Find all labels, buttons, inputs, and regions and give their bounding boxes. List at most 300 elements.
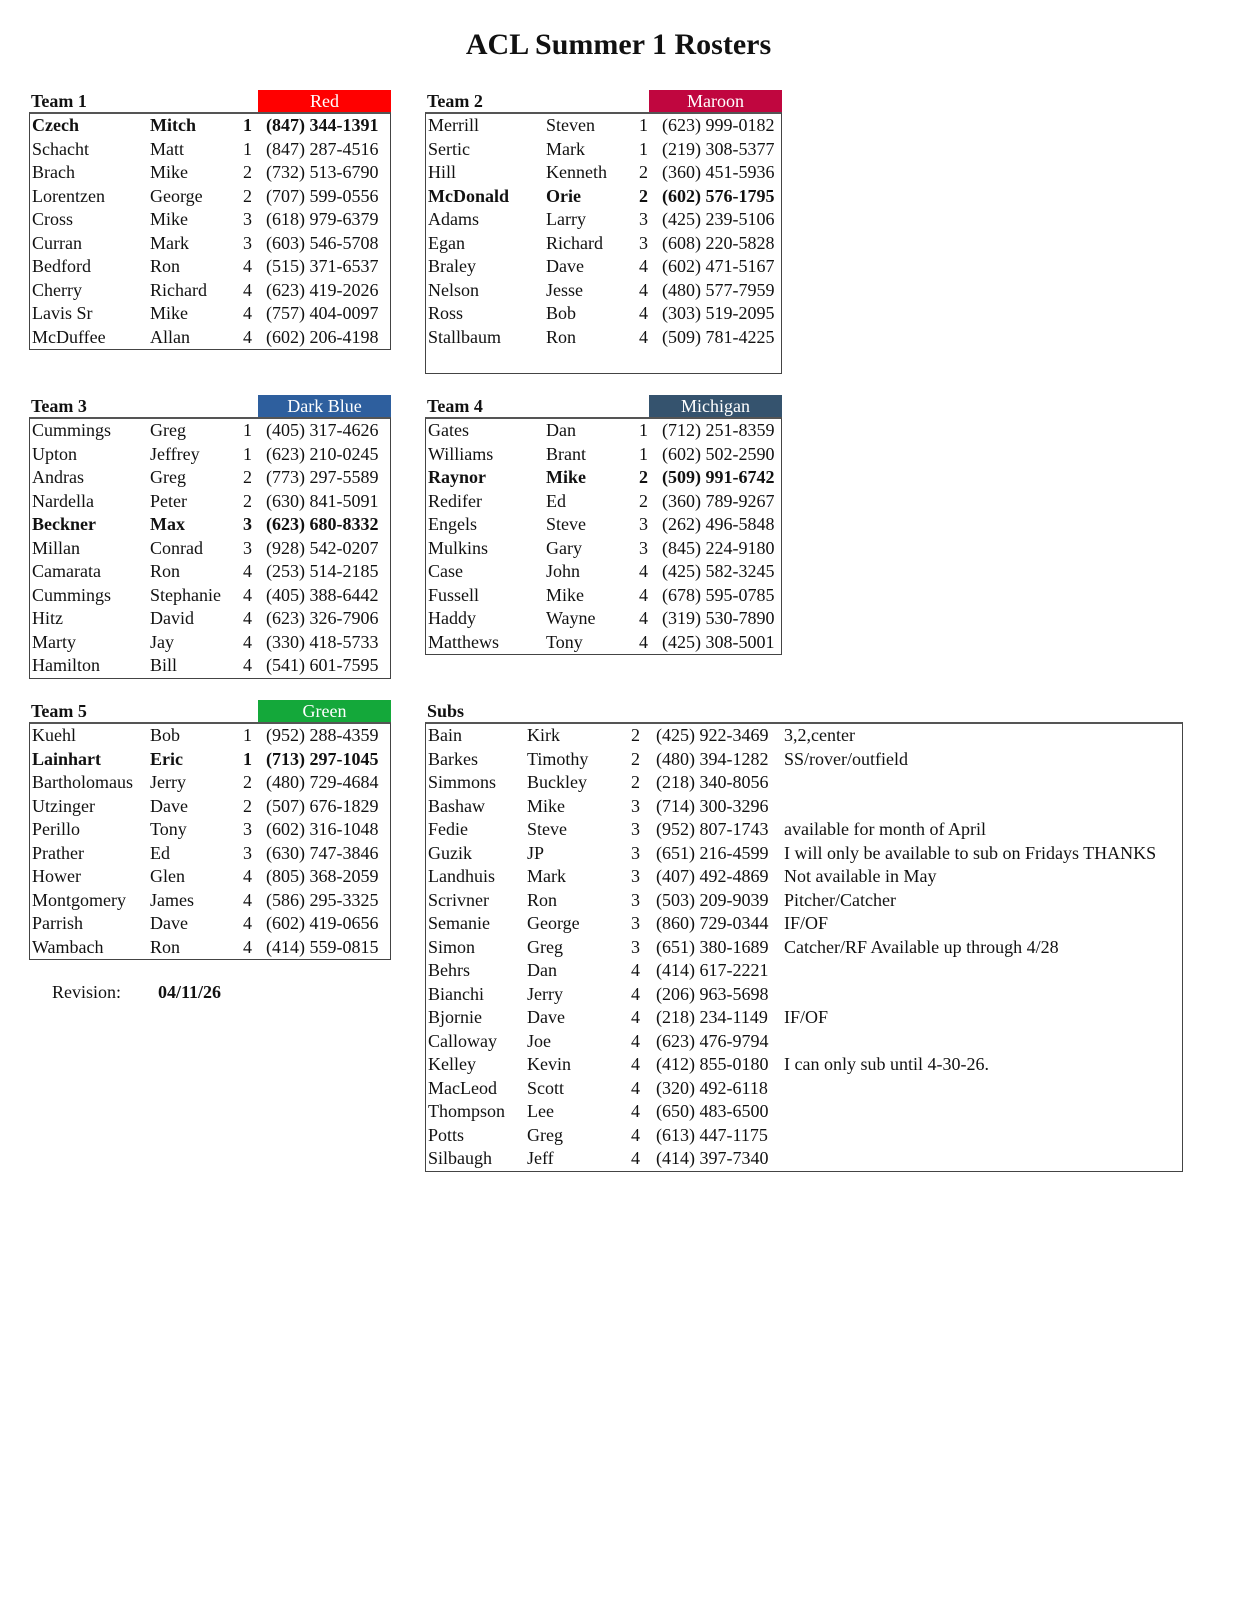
player-row [30, 326, 390, 350]
player-row [426, 959, 1182, 983]
first-name: Bob [546, 303, 577, 323]
first-name: Conrad [150, 537, 203, 558]
grade: 2 [243, 795, 252, 816]
first-name: Scott [527, 1077, 565, 1098]
grade: 3 [639, 232, 648, 253]
last-name: Haddy [428, 608, 476, 628]
last-name: Potts [428, 1124, 465, 1145]
player-row [426, 983, 1182, 1007]
player-row [426, 279, 781, 303]
last-name: Sertic [428, 138, 470, 159]
last-name: Lorentzen [32, 185, 105, 206]
phone-number: (320) 492-6118 [656, 1077, 768, 1098]
player-row [30, 748, 390, 772]
first-name: Richard [150, 279, 207, 300]
first-name: Ron [150, 256, 181, 276]
first-name: JP [527, 842, 545, 863]
first-name: Dan [527, 960, 557, 980]
grade: 1 [243, 115, 252, 135]
player-row [30, 255, 390, 279]
last-name: Nardella [32, 490, 94, 511]
grade: 4 [631, 1007, 640, 1027]
player-row [30, 865, 390, 889]
last-name: Semanie [428, 913, 490, 933]
note: I can only sub until 4-30-26. [784, 1054, 989, 1074]
grade: 3 [243, 209, 252, 229]
team-table [425, 417, 782, 655]
phone-number: (360) 451-5936 [662, 162, 775, 182]
grade: 4 [631, 1030, 640, 1051]
player-row [426, 537, 781, 561]
phone-number: (773) 297-5589 [266, 467, 379, 487]
grade: 4 [639, 584, 648, 605]
first-name: Buckley [527, 772, 587, 792]
phone-number: (757) 404-0097 [266, 303, 379, 323]
last-name: Beckner [32, 514, 96, 534]
first-name: Greg [150, 467, 186, 487]
last-name: Bianchi [428, 983, 484, 1004]
player-row [30, 771, 390, 795]
grade: 3 [243, 842, 252, 863]
phone-number: (218) 234-1149 [656, 1007, 768, 1027]
phone-number: (262) 496-5848 [662, 514, 775, 534]
grade: 1 [243, 725, 252, 745]
phone-number: (425) 582-3245 [662, 561, 775, 581]
grade: 4 [639, 303, 648, 323]
player-row [426, 936, 1182, 960]
grade: 3 [243, 514, 252, 534]
first-name: Tony [150, 819, 187, 839]
phone-number: (952) 288-4359 [266, 725, 379, 745]
first-name: Mike [150, 162, 188, 182]
grade: 1 [243, 138, 252, 159]
team-color-badge: Dark Blue [258, 395, 391, 417]
first-name: Gary [546, 537, 582, 558]
grade: 1 [639, 138, 648, 159]
last-name: Ross [428, 303, 464, 323]
grade: 4 [631, 1101, 640, 1121]
phone-number: (613) 447-1175 [656, 1124, 768, 1145]
last-name: Bjornie [428, 1007, 482, 1027]
first-name: Eric [150, 748, 183, 769]
phone-number: (414) 559-0815 [266, 936, 379, 957]
last-name: Utzinger [32, 795, 95, 816]
grade: 3 [631, 819, 640, 839]
player-row [30, 114, 390, 138]
phone-number: (480) 577-7959 [662, 279, 775, 300]
first-name: Matt [150, 138, 184, 159]
grade: 4 [243, 326, 252, 347]
grade: 1 [639, 420, 648, 440]
grade: 4 [243, 866, 252, 886]
last-name: Hitz [32, 608, 63, 628]
player-row [426, 466, 781, 490]
last-name: Lainhart [32, 748, 102, 769]
phone-number: (608) 220-5828 [662, 232, 775, 253]
last-name: Bartholomaus [32, 772, 133, 792]
subs-header [425, 700, 1183, 722]
player-row [426, 1124, 1182, 1148]
first-name: Glen [150, 866, 185, 886]
player-row [30, 208, 390, 232]
phone-number: (480) 394-1282 [656, 748, 769, 769]
last-name: Thompson [428, 1101, 506, 1121]
team-5-roster [29, 700, 391, 960]
player-row [426, 326, 781, 350]
last-name: Millan [32, 537, 80, 558]
team-header [425, 90, 782, 112]
grade: 4 [639, 608, 648, 628]
first-name: Ed [546, 490, 566, 511]
grade: 1 [243, 443, 252, 464]
first-name: Kevin [527, 1054, 571, 1074]
player-row [30, 302, 390, 326]
phone-number: (623) 210-0245 [266, 443, 379, 464]
player-row [426, 560, 781, 584]
grade: 4 [243, 889, 252, 910]
first-name: Greg [527, 936, 563, 957]
first-name: George [527, 913, 580, 933]
player-row [426, 490, 781, 514]
grade: 4 [243, 561, 252, 581]
player-row [30, 537, 390, 561]
first-name: Dave [527, 1007, 565, 1027]
last-name: McDuffee [32, 326, 106, 347]
first-name: Orie [546, 185, 581, 206]
grade: 4 [639, 326, 648, 347]
last-name: Cummings [32, 420, 112, 440]
phone-number: (414) 617-2221 [656, 960, 769, 980]
grade: 2 [639, 467, 648, 487]
last-name: Simmons [428, 772, 497, 792]
player-row [30, 584, 390, 608]
team-table [29, 722, 391, 960]
first-name: Mark [150, 232, 189, 253]
note: Not available in May [784, 866, 937, 886]
last-name: Kelley [428, 1054, 476, 1074]
revision-label: Revision: [52, 982, 122, 1002]
grade: 4 [243, 303, 252, 323]
phone-number: (623) 680-8332 [266, 514, 379, 534]
grade: 3 [631, 866, 640, 886]
grade: 3 [243, 232, 252, 253]
player-row [426, 419, 781, 443]
team-name: Team 2 [427, 91, 483, 111]
last-name: Schacht [32, 138, 89, 159]
player-row [30, 161, 390, 185]
last-name: Curran [32, 232, 82, 253]
player-row [426, 818, 1182, 842]
team-table [425, 112, 782, 374]
player-row [30, 560, 390, 584]
team-3-roster [29, 395, 391, 679]
grade: 2 [631, 725, 640, 745]
first-name: Ed [150, 842, 170, 863]
last-name: Perillo [32, 819, 80, 839]
last-name: Bain [428, 725, 462, 745]
first-name: David [150, 608, 194, 628]
grade: 4 [631, 1077, 640, 1098]
phone-number: (602) 502-2590 [662, 443, 775, 464]
phone-number: (602) 316-1048 [266, 819, 379, 839]
page-title: ACL Summer 1 Rosters [465, 28, 772, 61]
player-row [426, 255, 781, 279]
first-name: Max [150, 514, 185, 534]
first-name: Wayne [546, 608, 596, 628]
last-name: Matthews [428, 631, 499, 652]
last-name: Gates [428, 420, 469, 440]
last-name: Marty [32, 631, 76, 652]
phone-number: (586) 295-3325 [266, 889, 379, 910]
phone-number: (253) 514-2185 [266, 561, 379, 581]
phone-number: (509) 781-4225 [662, 326, 775, 347]
first-name: James [150, 889, 194, 910]
first-name: Dan [546, 420, 576, 440]
last-name: Nelson [428, 279, 479, 300]
grade: 2 [639, 162, 648, 182]
player-row [30, 443, 390, 467]
phone-number: (405) 317-4626 [266, 420, 379, 440]
first-name: Ron [527, 889, 558, 910]
team-table [29, 417, 391, 679]
first-name: Dave [150, 795, 188, 816]
first-name: Ron [150, 936, 181, 957]
player-row [30, 607, 390, 631]
grade: 3 [631, 795, 640, 816]
last-name: Simon [428, 936, 476, 957]
player-row [30, 654, 390, 678]
phone-number: (507) 676-1829 [266, 795, 379, 816]
first-name: Mitch [150, 115, 196, 135]
grade: 1 [243, 420, 252, 440]
player-row [30, 912, 390, 936]
grade: 3 [639, 537, 648, 558]
grade: 2 [243, 185, 252, 206]
team-table [29, 112, 391, 350]
grade: 3 [639, 514, 648, 534]
last-name: Raynor [428, 467, 486, 487]
player-row [30, 232, 390, 256]
last-name: Merrill [428, 115, 479, 135]
last-name: Mulkins [428, 537, 489, 558]
phone-number: (952) 807-1743 [656, 819, 769, 839]
phone-number: (602) 206-4198 [266, 326, 379, 347]
first-name: Ron [546, 326, 577, 347]
team-color-badge: Maroon [649, 90, 782, 112]
last-name: Prather [32, 842, 84, 863]
team-name: Team 3 [31, 396, 87, 416]
phone-number: (414) 397-7340 [656, 1148, 769, 1168]
grade: 2 [631, 748, 640, 769]
last-name: Cross [32, 209, 74, 229]
phone-number: (847) 344-1391 [266, 115, 379, 135]
phone-number: (630) 841-5091 [266, 490, 379, 511]
team-color-badge: Red [258, 90, 391, 112]
team-name: Team 5 [31, 701, 87, 721]
grade: 3 [631, 889, 640, 910]
player-row [30, 889, 390, 913]
phone-number: (732) 513-6790 [266, 162, 379, 182]
last-name: Calloway [428, 1030, 497, 1051]
player-row [30, 936, 390, 960]
first-name: Greg [150, 420, 186, 440]
last-name: Bashaw [428, 795, 485, 816]
first-name: Kirk [527, 725, 560, 745]
player-row [426, 842, 1182, 866]
phone-number: (330) 418-5733 [266, 631, 379, 652]
phone-number: (360) 789-9267 [662, 490, 775, 511]
player-row [426, 724, 1182, 748]
last-name: Hamilton [32, 655, 100, 675]
first-name: Larry [546, 209, 586, 229]
first-name: Mark [546, 138, 585, 159]
first-name: Mike [546, 467, 586, 487]
player-row [30, 279, 390, 303]
team-header [29, 90, 391, 112]
subs-roster [425, 700, 1183, 1172]
note: Catcher/RF Available up through 4/28 [784, 936, 1059, 957]
player-row [30, 138, 390, 162]
phone-number: (860) 729-0344 [656, 913, 769, 933]
player-row [426, 1100, 1182, 1124]
phone-number: (515) 371-6537 [266, 256, 379, 276]
last-name: Williams [428, 443, 494, 464]
player-row [30, 795, 390, 819]
player-row [30, 185, 390, 209]
phone-number: (602) 471-5167 [662, 256, 775, 276]
grade: 2 [243, 490, 252, 511]
first-name: Ron [150, 561, 181, 581]
first-name: Joe [527, 1030, 551, 1051]
phone-number: (712) 251-8359 [662, 420, 775, 440]
player-row [30, 513, 390, 537]
grade: 1 [243, 748, 252, 769]
player-row [30, 818, 390, 842]
grade: 4 [639, 279, 648, 300]
phone-number: (218) 340-8056 [656, 772, 769, 792]
first-name: Jesse [546, 279, 583, 300]
grade: 4 [243, 936, 252, 957]
first-name: Greg [527, 1124, 563, 1145]
empty-row [426, 349, 781, 373]
last-name: Braley [428, 256, 476, 276]
first-name: Jeffrey [150, 443, 200, 464]
grade: 4 [243, 279, 252, 300]
team-2-roster [425, 90, 782, 374]
last-name: Brach [32, 162, 75, 182]
grade: 4 [631, 960, 640, 980]
phone-number: (928) 542-0207 [266, 537, 379, 558]
phone-number: (805) 368-2059 [266, 866, 379, 886]
first-name: Richard [546, 232, 603, 253]
phone-number: (630) 747-3846 [266, 842, 379, 863]
team-name: Team 4 [427, 396, 483, 416]
last-name: Scrivner [428, 889, 489, 910]
player-row [30, 631, 390, 655]
grade: 3 [243, 537, 252, 558]
first-name: Kenneth [546, 162, 607, 182]
player-row [426, 161, 781, 185]
team-header [425, 395, 782, 417]
team-header [29, 700, 391, 722]
grade: 4 [631, 983, 640, 1004]
player-row [426, 114, 781, 138]
phone-number: (509) 991-6742 [662, 467, 775, 487]
phone-number: (650) 483-6500 [656, 1101, 769, 1121]
note: SS/rover/outfield [784, 748, 908, 769]
grade: 2 [243, 772, 252, 792]
last-name: Case [428, 561, 463, 581]
last-name: Behrs [428, 960, 470, 980]
player-row [426, 302, 781, 326]
phone-number: (503) 209-9039 [656, 889, 769, 910]
grade: 3 [639, 209, 648, 229]
player-row [426, 1006, 1182, 1030]
grade: 4 [639, 561, 648, 581]
first-name: Jay [150, 631, 174, 652]
phone-number: (480) 729-4684 [266, 772, 379, 792]
last-name: Cummings [32, 584, 112, 605]
player-row [426, 912, 1182, 936]
first-name: Peter [150, 490, 187, 511]
last-name: McDonald [428, 185, 509, 206]
player-row [426, 771, 1182, 795]
phone-number: (603) 546-5708 [266, 232, 379, 253]
first-name: Dave [546, 256, 584, 276]
grade: 4 [631, 1054, 640, 1074]
grade: 1 [639, 115, 648, 135]
grade: 4 [243, 631, 252, 652]
phone-number: (678) 595-0785 [662, 584, 775, 605]
player-row [426, 443, 781, 467]
phone-number: (541) 601-7595 [266, 655, 379, 675]
team-color-badge: Michigan [649, 395, 782, 417]
grade: 2 [243, 467, 252, 487]
phone-number: (623) 326-7906 [266, 608, 379, 628]
player-row [426, 748, 1182, 772]
grade: 1 [639, 443, 648, 464]
player-row [426, 232, 781, 256]
first-name: Bob [150, 725, 181, 745]
player-row [426, 584, 781, 608]
first-name: Mike [527, 795, 565, 816]
last-name: Kuehl [32, 725, 76, 745]
last-name: Silbaugh [428, 1148, 493, 1168]
grade: 2 [639, 185, 648, 206]
revision [52, 982, 222, 1003]
grade: 2 [639, 490, 648, 511]
phone-number: (319) 530-7890 [662, 608, 775, 628]
first-name: Jerry [527, 983, 563, 1004]
team-name: Team 1 [31, 91, 87, 111]
last-name: Montgomery [32, 889, 126, 910]
first-name: Steve [527, 819, 567, 839]
last-name: Czech [32, 115, 79, 135]
player-row [30, 466, 390, 490]
last-name: Barkes [428, 748, 478, 769]
grade: 4 [639, 256, 648, 276]
first-name: Allan [150, 326, 190, 347]
grade: 3 [631, 842, 640, 863]
player-row [30, 490, 390, 514]
phone-number: (412) 855-0180 [656, 1054, 769, 1074]
first-name: Timothy [527, 748, 589, 769]
phone-number: (425) 239-5106 [662, 209, 775, 229]
player-row [426, 889, 1182, 913]
grade: 4 [631, 1124, 640, 1145]
player-row [426, 865, 1182, 889]
phone-number: (847) 287-4516 [266, 138, 379, 159]
